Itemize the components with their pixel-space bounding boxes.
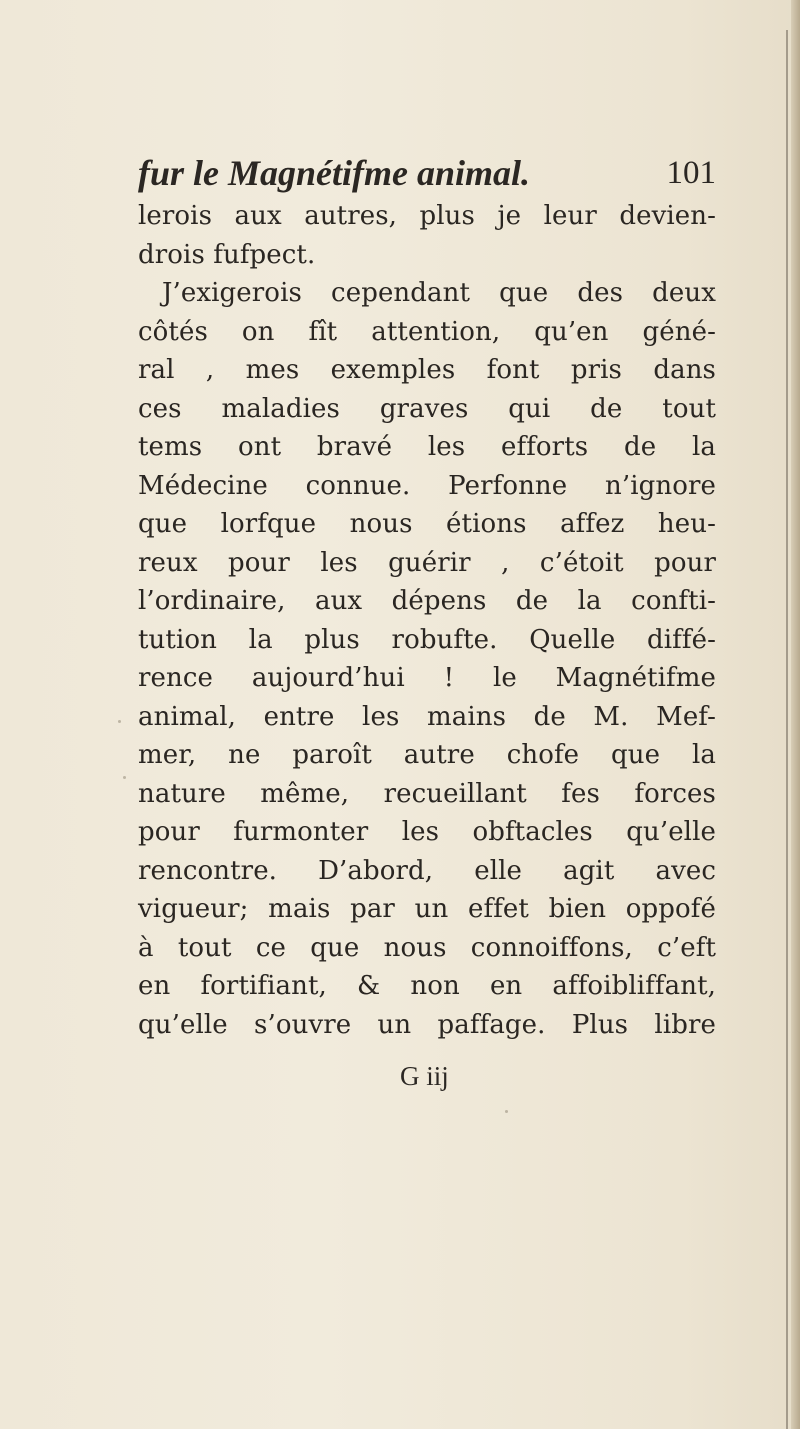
paper-speck xyxy=(123,776,126,779)
text-line: vigueur; mais par un effet bien oppofé xyxy=(138,894,716,924)
text-line: à tout ce que nous connoiffons, c’eft xyxy=(138,932,716,963)
text-line: tution la plus robufte. Quelle diffé- xyxy=(138,624,716,655)
text-line: drois fufpect. xyxy=(138,239,316,270)
text-line: ral , mes exemples font pris dans xyxy=(138,355,716,385)
text-line: en fortifiant, & non en affoibliffant, xyxy=(138,971,716,1001)
paper-speck xyxy=(505,1110,508,1113)
text-line: tems ont bravé les efforts de la xyxy=(138,432,716,462)
text-line: qu’elle s’ouvre un paffage. Plus libre xyxy=(138,1009,716,1040)
text-line: J’exigerois cependant que des deux xyxy=(162,278,716,308)
text-line: nature même, recueillant fes forces xyxy=(138,778,716,809)
text-line: côtés on fît attention, qu’en géné- xyxy=(138,316,716,347)
text-line: Médecine connue. Perfonne n’ignore xyxy=(138,470,716,501)
text-line: rence aujourd’hui ! le Magnétifme xyxy=(138,663,716,693)
text-line: l’ordinaire, aux dépens de la confti- xyxy=(138,586,716,616)
page-edge-rule xyxy=(786,30,788,1429)
text-line: que lorfque nous étions affez heu- xyxy=(138,509,716,539)
body-text xyxy=(138,197,716,1044)
text-line: pour furmonter les obftacles qu’elle xyxy=(138,817,716,847)
text-line: lerois aux autres, plus je leur devien- xyxy=(138,201,716,231)
page-number: 101 xyxy=(666,155,716,191)
page-edge-shadow xyxy=(791,0,800,1429)
paper-speck xyxy=(118,720,121,723)
running-title: fur le Magnétifme animal. xyxy=(138,153,531,193)
signature-mark: G iij xyxy=(400,1061,449,1091)
text-line: rencontre. D’abord, elle agit avec xyxy=(138,855,716,886)
text-line: animal, entre les mains de M. Mef- xyxy=(138,701,716,732)
text-line: mer, ne paroît autre chofe que la xyxy=(138,740,716,770)
running-head xyxy=(138,150,716,200)
text-line: ces maladies graves qui de tout xyxy=(138,393,716,424)
text-line: reux pour les guérir , c’étoit pour xyxy=(138,547,716,578)
